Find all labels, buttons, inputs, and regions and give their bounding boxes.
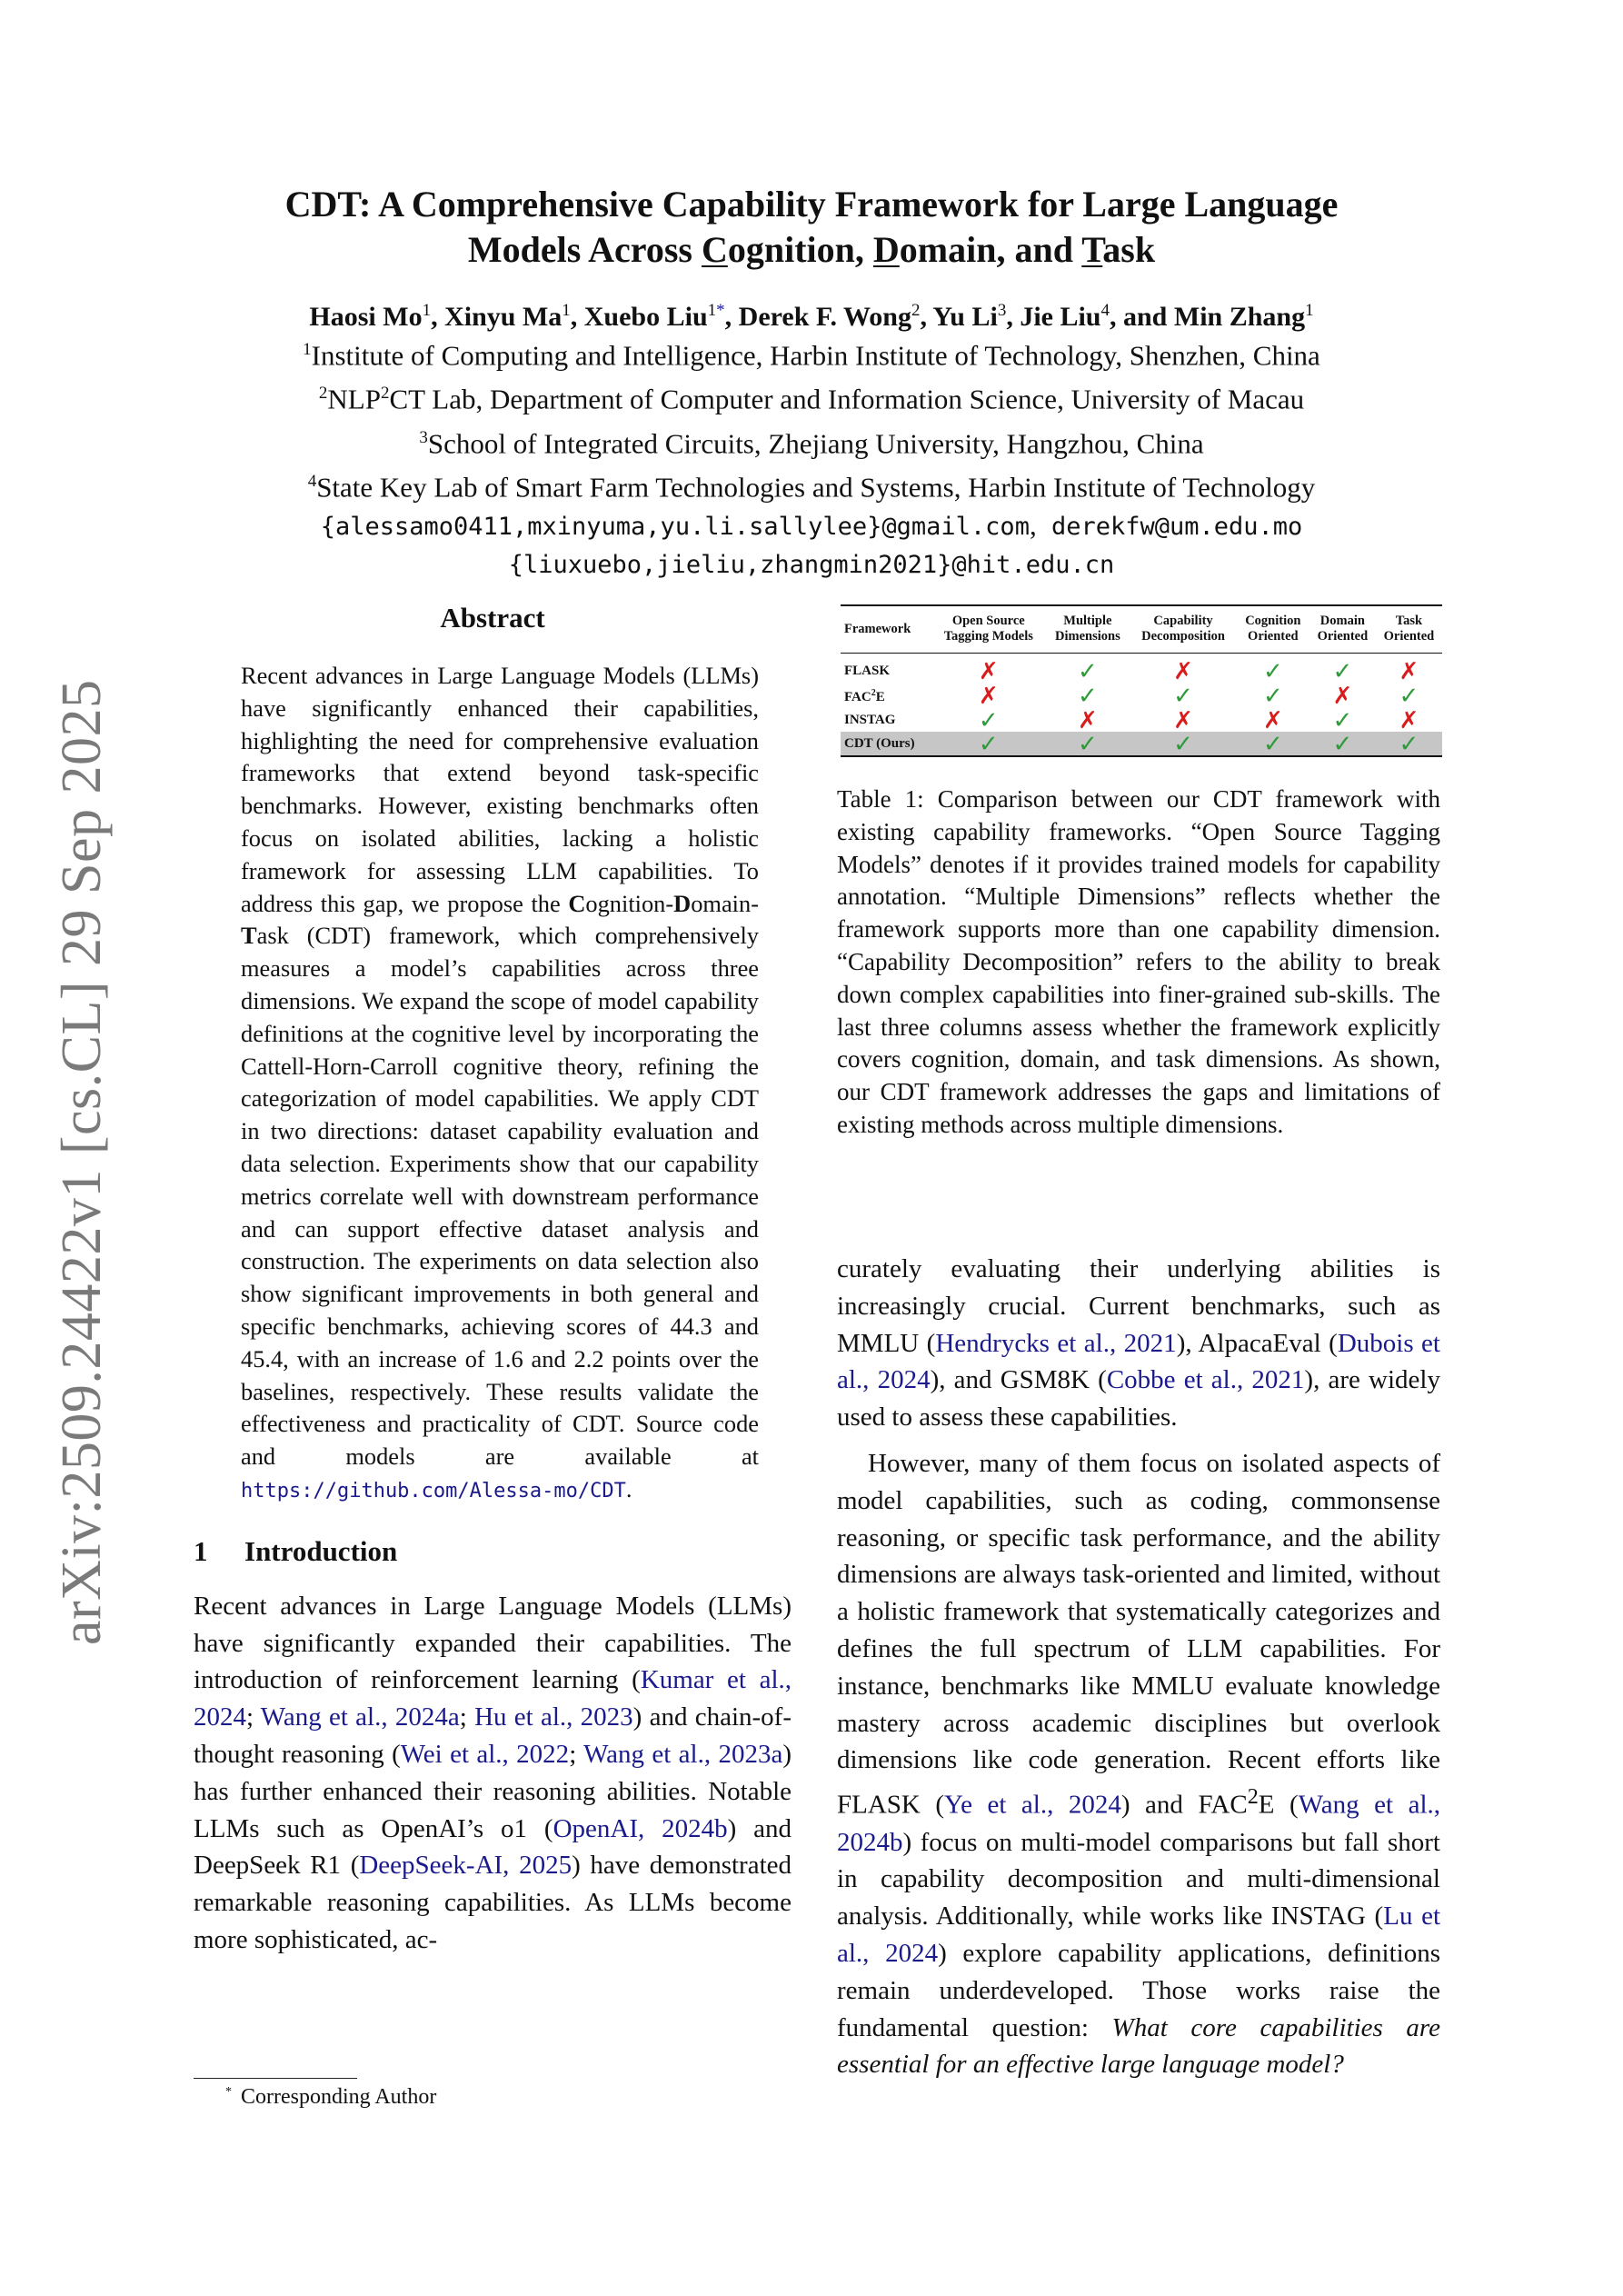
abstract-heading: Abstract [440,602,545,634]
left-column [194,600,792,1959]
affiliation-2: $^2$NLP$^2$CT Lab, Department of Computer and Information Science, University of Macau [318,383,1305,415]
column-header: Domain Oriented [1317,614,1369,644]
framework-name: INSTAG [844,712,896,727]
checkmark-icon: ✓ [1237,732,1309,756]
citation-link[interactable]: DeepSeek-AI, 2025 [359,1851,573,1881]
table-row [841,732,1442,756]
checkmark-icon: ✓ [978,706,999,734]
title-line-2: Models Across Cognition, Domain, and Task [467,229,1156,270]
checkmark-icon: ✓ [1309,732,1376,756]
email-line-2: {liuxuebo,jieliu,zhangmin2021}@hit.edu.cn [508,551,1115,580]
table-row [841,654,1442,684]
column-header: Capability Decomposition [1141,614,1225,644]
cross-icon: ✗ [978,682,999,709]
cross-icon: ✗ [978,657,999,684]
column-header: Multiple Dimensions [1055,614,1120,644]
author: Xuebo Liu [583,302,708,332]
table-row [841,708,1442,732]
citation-link[interactable]: Hu et al., 2023 [474,1702,633,1732]
comparison-table [841,604,1442,757]
citation-link[interactable]: Ye et al., 2024 [944,1790,1121,1820]
citation-link[interactable]: Wang et al., 2023a [583,1739,783,1769]
citation-link[interactable]: Cobbe et al., 2021 [1106,1365,1305,1395]
introduction-paragraph: Recent advances in Large Language Models (LLMs) have significantly expanded their capabilities. The introduction of reinforcement learning (Kumar et al., 2024; Wang et al., 2024a; Hu et al., 2023) and chain-of-thought reasoning (Wei et al., 2022; Wang et al., 2023a) has further enhanced their reasoning abilities. Notable LLMs such as OpenAI’s o1 (OpenAI, 2024b) and DeepSeek R1 (DeepSeek-AI, 2025) have demonstrated remarkable reasoning capabilities. As LLMs become more sophisticated, ac- [194,1591,792,1954]
checkmark-icon: ✓ [1130,732,1237,756]
cross-icon: ✗ [1399,657,1419,684]
checkmark-icon: ✓ [1077,682,1098,709]
corresponding-author-marker[interactable]: * [716,301,725,320]
introduction-paragraph: However, many of them focus on isolated aspects of model capabilities, such as coding, commonsense reasoning, or specific task performance, and the ability dimensions are always task-oriented and limited, without a holistic framework that systematically categorizes and defines the full spectrum of LLM capabilities. For instance, benchmarks like MMLU evaluate knowledge mastery across academic disciplines but overlook dimensions like code generation. Recent efforts like FLASK (Ye et al., 2024) and FAC$^2$E (Wang et al., 2024b) focus on multi-model comparisons but fall short in capability decomposition and multi-dimensional analysis. Additionally, while works like INSTAG (Lu et al., 2024) explore capability applications, definitions remain underdeveloped. Those works raise the fundamental question: What core capabilities are essential for an effective large language model? [837,1448,1441,2080]
arxiv-identifier-stamp: arXiv:2509.24422v1 [cs.CL] 29 Sep 2025 [51,679,113,1645]
github-link[interactable]: https://github.com/Alessa-mo/CDT [241,1479,626,1502]
checkmark-icon: ✓ [1399,682,1419,709]
checkmark-icon: ✓ [1332,706,1353,734]
author-list: Haosi Mo$^1$, Xinyu Ma$^1$, Xuebo Liu$^{1*}$, Derek F. Wong$^2$, Yu Li$^3$, Jie Liu$^4$, and Min Zhang$^1$ [309,301,1314,332]
cross-icon: ✗ [1173,657,1193,684]
cross-icon: ✗ [1173,706,1193,734]
citation-link[interactable]: Hendrycks et al., 2021 [935,1328,1177,1358]
author: Jie Liu [1020,302,1101,332]
introduction-paragraph: curately evaluating their underlying abilities is increasingly crucial. Current benchmarks, such as MMLU (Hendrycks et al., 2021), AlpacaEval (Dubois et al., 2024), and GSM8K (Cobbe et al., 2021), are widely used to assess these capabilities. [837,1254,1440,1433]
footnote: * Corresponding Author [225,2085,437,2109]
cross-icon: ✗ [1077,706,1098,734]
citation-link[interactable]: OpenAI, 2024b [553,1813,728,1843]
footnote-divider [194,2078,357,2079]
email-line-1: {alessamo0411,mxinyuma,yu.li.sallylee}@gmail.com, derekfw@um.edu.mo [320,509,1303,542]
affiliation-4: $^4$State Key Lab of Smart Farm Technologies and Systems, Harbin Institute of Technology [307,471,1316,504]
title-line-1: CDT: A Comprehensive Capability Framework for Large Language [284,184,1339,225]
checkmark-icon: ✓ [931,732,1045,756]
author: Yu Li [932,302,998,332]
checkmark-icon: ✓ [1332,657,1353,684]
cross-icon: ✗ [1262,706,1283,734]
table-row [841,683,1442,708]
table-caption: Table 1: Comparison between our CDT framework with existing capability frameworks. “Open Source Tagging Models” denotes if it provides trained models for capability annotation. “Multiple Dimensions” reflects whether the framework supports more than one capability dimension. “Capability Decomposition” refers to the ability to break down complex capabilities into finer-grained sub-skills. The last three columns assess whether the framework explicitly covers cognition, domain, and task dimensions. As shown, our CDT framework addresses the gaps and limitations of existing methods across multiple dimensions. [837,785,1440,1138]
affiliations [0,331,1623,584]
paper-title [0,182,1623,273]
author: Xinyu Ma [444,302,563,332]
checkmark-icon: ✓ [1376,732,1442,756]
right-column [837,1251,1440,2083]
cross-icon: ✗ [1332,682,1353,709]
affiliation-3: $^3$School of Integrated Circuits, Zhejiang University, Hangzhou, China [419,426,1204,459]
checkmark-icon: ✓ [1262,657,1283,684]
table-header-row [841,605,1442,654]
cross-icon: ✗ [1399,706,1419,734]
column-header: Cognition Oriented [1245,614,1301,644]
citation-link[interactable]: Wang et al., 2024b [837,1790,1441,1857]
abstract-body: Recent advances in Large Language Models (LLMs) have significantly enhanced their capabilities, highlighting the need for comprehensive evaluation frameworks that extend beyond task-specific benchmarks. However, existing benchmarks often focus on isolated abilities, lacking a holistic framework for assessing LLM capabilities. To address this gap, we propose the Cognition-Domain-Task (CDT) framework, which comprehensively measures a model’s capabilities across three dimensions. We expand the scope of model capability definitions at the cognitive level by incorporating the Cattell-Horn-Carroll cognitive theory, refining the categorization of model capabilities. We apply CDT in two directions: dataset capability evaluation and data selection. Experiments show that our capability metrics correlate well with downstream performance and can support effective dataset analysis and construction. The experiments on data selection also show significant improvements in both general and specific benchmarks, achieving scores of 44.3 and 45.4, with an increase of 1.6 and 2.2 points over the baselines, respectively. These results validate the effectiveness and practicality of CDT. Source code and models are available at https://github.com/Alessa-mo/CDT. [241,662,759,1502]
citation-link[interactable]: Dubois et al., 2024 [837,1328,1440,1395]
section-heading-introduction: 1 Introduction [194,1534,398,1567]
checkmark-icon: ✓ [1262,682,1283,709]
affiliation-1: $^1$Institute of Computing and Intelligence, Harbin Institute of Technology, Shenzhen, China [303,339,1320,372]
author: Min Zhang [1173,302,1306,332]
checkmark-icon: ✓ [1173,682,1193,709]
column-header: Framework [844,621,911,636]
framework-name: FAC$^2$E [844,688,885,704]
citation-link[interactable]: Lu et al., 2024 [837,1902,1440,1968]
framework-name: FLASK [844,663,891,678]
research-question: What core capabilities are essential for an effective large language model? [837,2012,1441,2080]
column-header: Task Oriented [1383,614,1435,644]
citation-link[interactable]: Wei et al., 2022 [400,1739,570,1769]
author: Derek F. Wong [738,302,911,332]
checkmark-icon: ✓ [1077,657,1098,684]
citation-link[interactable]: Wang et al., 2024a [260,1702,460,1732]
citation-link[interactable]: Kumar et al., 2024 [194,1665,792,1732]
checkmark-icon: ✓ [1045,732,1130,756]
author: Haosi Mo [309,302,423,332]
framework-name: CDT (Ours) [841,732,931,756]
column-header: Open Source Tagging Models [943,614,1033,644]
